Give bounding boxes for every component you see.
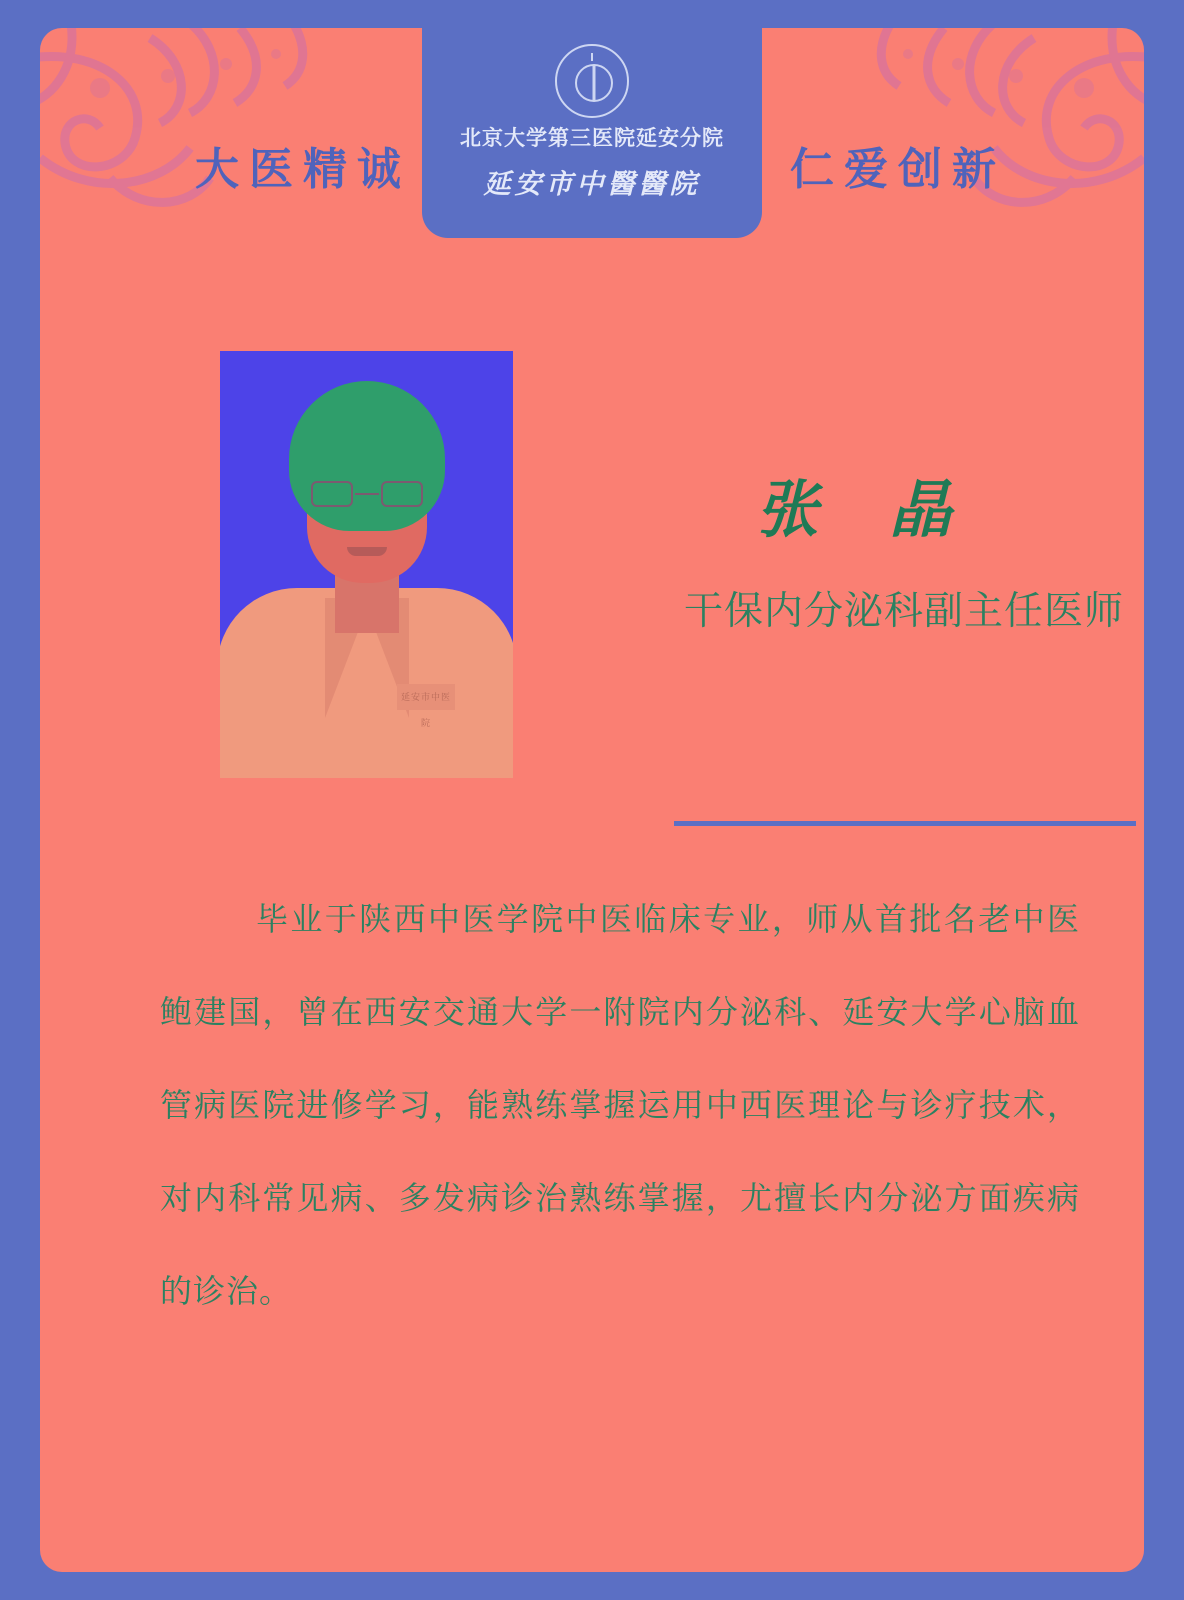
portrait-glasses-icon bbox=[311, 481, 423, 507]
hospital-affiliation: 北京大学第三医院延安分院 bbox=[460, 127, 724, 150]
portrait-mouth bbox=[347, 547, 387, 556]
slogan-left: 大医精诚 bbox=[195, 145, 411, 194]
poster-card bbox=[40, 28, 1144, 1572]
hospital-crest-icon bbox=[555, 44, 629, 118]
ornament-right-icon bbox=[724, 28, 1144, 228]
divider bbox=[674, 821, 1136, 826]
hospital-banner bbox=[422, 28, 762, 238]
ornament-left-icon bbox=[40, 28, 460, 228]
doctor-name: 张 晶 bbox=[756, 477, 980, 545]
doctor-portrait bbox=[220, 351, 513, 778]
doctor-biography: 毕业于陕西中医学院中医临床专业，师从首批名老中医鲍建国，曾在西安交通大学一附院内分泌科、延安大学心脑血管病医院进修学习，能熟练掌握运用中西医理论与诊疗技术，对内科常见病、多发病诊治熟练掌握，尤擅长内分泌方面疾病的诊治。 bbox=[160, 901, 1080, 1309]
doctor-title: 干保内分泌科副主任医师 bbox=[684, 590, 1125, 633]
hospital-name: 延安市中醫醫院 bbox=[483, 169, 701, 199]
portrait-hair bbox=[289, 381, 445, 531]
portrait-badge: 延安市中医院 bbox=[397, 684, 455, 710]
slogan-right: 仁爱创新 bbox=[790, 145, 1006, 194]
